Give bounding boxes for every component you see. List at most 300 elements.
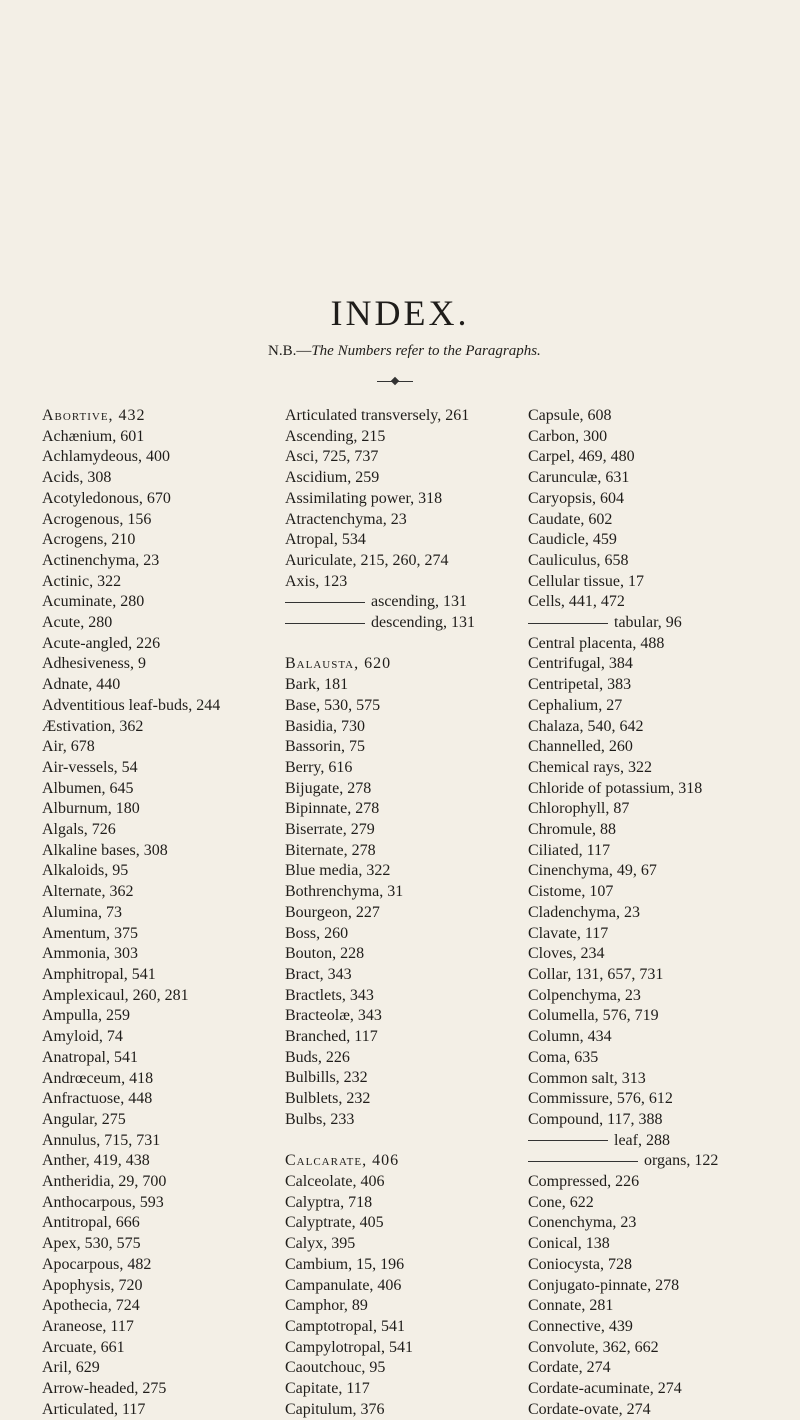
index-entry [285,986,510,1007]
index-entry [42,1234,262,1255]
index-entry [528,758,788,779]
index-entry-text: Apophysis, 720 [42,1276,143,1294]
index-entry [285,1193,510,1214]
index-entry [285,1234,510,1255]
index-entry-text: Branched, 117 [285,1028,378,1046]
index-entry [285,882,510,903]
index-entry-text: Biternate, 278 [285,841,376,859]
index-entry-text: Albumen, 645 [42,779,134,797]
index-entry-text: Carpel, 469, 480 [528,448,635,466]
index-entry [285,675,510,696]
index-entry-text: Calcarate, 406 [285,1152,400,1170]
index-entry-text: Axis, 123 [285,572,348,590]
page-title: INDEX. [330,293,470,333]
index-entry [285,737,510,758]
index-entry [42,1296,262,1317]
index-entry [285,468,510,489]
index-entry [42,882,262,903]
index-entry-text: Cloves, 234 [528,945,605,963]
index-entry-text: Central placenta, 488 [528,634,665,652]
index-entry [42,1276,262,1297]
index-entry [42,1006,262,1027]
index-entry-text: Coniocysta, 728 [528,1255,632,1273]
index-entry [285,510,510,531]
index-subentry [528,1151,788,1172]
index-entry [42,965,262,986]
index-entry-text: Commissure, 576, 612 [528,1090,673,1108]
index-entry [528,1276,788,1297]
index-entry [285,489,510,510]
index-entry [285,841,510,862]
index-entry-text: Bract, 343 [285,965,352,983]
index-entry-text: Anthocarpous, 593 [42,1193,164,1211]
index-entry [42,1069,262,1090]
index-entry-text: Buds, 226 [285,1048,350,1066]
index-entry [528,696,788,717]
index-entry [42,1317,262,1338]
index-entry-text: Amyloid, 74 [42,1028,123,1046]
index-entry-text: Bijugate, 278 [285,779,372,797]
index-entry-text: Centrifugal, 384 [528,655,633,673]
index-entry-text: Adventitious leaf-buds, 244 [42,696,221,714]
index-entry-text: Centripetal, 383 [528,676,632,694]
index-entry [285,924,510,945]
index-entry-text: Conical, 138 [528,1235,610,1253]
index-entry [42,758,262,779]
index-entry [285,572,510,593]
index-entry [42,737,262,758]
note-text: The Numbers refer to the Paragraphs. [311,343,541,359]
index-entry [528,1400,788,1420]
index-entry [528,944,788,965]
index-entry [285,530,510,551]
index-entry [528,882,788,903]
index-entry-text: Chromule, 88 [528,821,616,839]
index-entry-text: Asci, 725, 737 [285,448,379,466]
index-entry [42,1151,262,1172]
index-entry [285,861,510,882]
index-entry-text: Apex, 530, 575 [42,1235,141,1253]
index-entry-text: Alumina, 73 [42,903,122,921]
index-entry [285,1338,510,1359]
index-entry-text: ascending, 131 [371,593,467,611]
index-entry-text: Capitulum, 376 [285,1400,385,1418]
index-entry [528,1069,788,1090]
index-entry-text: Amplexicaul, 260, 281 [42,986,189,1004]
index-entry-text: Adnate, 440 [42,676,121,694]
index-entry-text: Calceolate, 406 [285,1172,385,1190]
index-entry-text: Anther, 419, 438 [42,1152,150,1170]
index-entry [42,799,262,820]
index-entry [42,530,262,551]
index-entry-text: Æstivation, 362 [42,717,144,735]
index-entry [285,717,510,738]
index-entry-text: Alburnum, 180 [42,800,140,818]
index-entry-text: Air, 678 [42,738,95,756]
index-entry [285,406,510,427]
index-entry [528,737,788,758]
index-entry-text: Cambium, 15, 196 [285,1255,405,1273]
index-entry-text: Ammonia, 303 [42,945,138,963]
index-entry [42,903,262,924]
index-entry-text: Cellular tissue, 17 [528,572,644,590]
index-entry-text: Adhesiveness, 9 [42,655,146,673]
index-entry [42,551,262,572]
index-entry [285,1172,510,1193]
index-entry-text: Campylotropal, 541 [285,1338,413,1356]
index-entry [528,406,788,427]
index-entry-text: Arcuate, 661 [42,1338,125,1356]
index-entry-text: Cordate-acuminate, 274 [528,1380,682,1398]
index-entry [528,675,788,696]
reference-note [268,343,541,360]
index-entry-text: Chlorophyll, 87 [528,800,630,818]
index-entry-text: Acuminate, 280 [42,593,145,611]
index-entry-text: Chalaza, 540, 642 [528,717,644,735]
index-entry-text: Apothecia, 724 [42,1297,140,1315]
index-entry-text: Chloride of potassium, 318 [528,779,703,797]
index-entry-text: Anatropal, 541 [42,1048,138,1066]
index-entry-text: Cordate, 274 [528,1359,611,1377]
index-entry-text: Carunculæ, 631 [528,469,630,487]
index-entry [528,468,788,489]
section-gap [285,1131,510,1152]
index-entry [528,1255,788,1276]
index-entry [528,1296,788,1317]
index-entry-text: Andrœceum, 418 [42,1069,154,1087]
index-entry [285,1255,510,1276]
index-entry [42,696,262,717]
index-entry-text: Compressed, 226 [528,1173,640,1191]
index-entry-text: Caryopsis, 604 [528,489,624,507]
index-entry [42,675,262,696]
index-entry-text: Cephalium, 27 [528,696,623,714]
index-entry [528,654,788,675]
index-entry [528,1379,788,1400]
index-entry [285,1089,510,1110]
index-column-1 [42,406,262,1420]
index-entry [528,489,788,510]
index-entry-text: Acute-angled, 226 [42,634,161,652]
index-entry-text: Camphor, 89 [285,1297,368,1315]
index-entry [42,427,262,448]
index-entry [285,1151,510,1172]
index-entry [528,510,788,531]
index-subentry [528,613,788,634]
ditto-dash [528,623,608,624]
index-entry-text: Channelled, 260 [528,738,633,756]
index-subentry [285,592,510,613]
index-entry [528,1006,788,1027]
index-entry [285,1296,510,1317]
index-entry [285,944,510,965]
index-entry-text: Cells, 441, 472 [528,593,625,611]
index-entry [528,841,788,862]
index-entry [285,1006,510,1027]
index-entry-text: Achlamydeous, 400 [42,448,170,466]
index-entry [42,592,262,613]
index-entry [528,1234,788,1255]
index-entry-text: Arrow-headed, 275 [42,1380,167,1398]
index-entry [528,634,788,655]
index-entry-text: Berry, 616 [285,758,353,776]
index-entry-text: Camptotropal, 541 [285,1317,405,1335]
index-entry [42,717,262,738]
index-entry-text: Alkaloids, 95 [42,862,129,880]
index-entry [528,986,788,1007]
index-entry [285,1068,510,1089]
index-entry [528,1048,788,1069]
index-entry [285,551,510,572]
index-entry-text: Amphitropal, 541 [42,965,156,983]
index-entry [528,861,788,882]
index-entry [42,1110,262,1131]
index-entry [528,1358,788,1379]
index-entry-text: Coma, 635 [528,1048,599,1066]
index-entry [42,1213,262,1234]
index-entry-text: Actinenchyma, 23 [42,551,160,569]
index-entry-text: Acotyledonous, 670 [42,489,171,507]
index-entry-text: Bulbills, 232 [285,1069,368,1087]
index-entry-text: Ascending, 215 [285,427,386,445]
index-entry-text: Capsule, 608 [528,407,612,424]
index-entry-text: Cauliculus, 658 [528,551,629,569]
index-entry [42,820,262,841]
index-entry-text: Anfractuose, 448 [42,1090,153,1108]
index-entry [528,717,788,738]
index-entry-text: Bassorin, 75 [285,738,365,756]
index-entry-text: Acrogens, 210 [42,531,136,549]
index-entry [285,1276,510,1297]
index-entry [528,530,788,551]
index-entry-text: Columella, 576, 719 [528,1007,659,1025]
index-entry-text: Amentum, 375 [42,924,138,942]
index-entry [285,696,510,717]
index-entry-text: descending, 131 [371,614,475,632]
index-entry-text: Annulus, 715, 731 [42,1131,161,1149]
index-entry [285,1027,510,1048]
index-entry [285,1317,510,1338]
index-entry-text: Bracteolæ, 343 [285,1007,382,1025]
index-entry-text: Caudate, 602 [528,510,613,528]
index-entry [528,924,788,945]
index-entry-text: Conenchyma, 23 [528,1214,637,1232]
index-entry-text: Acids, 308 [42,469,112,487]
index-entry [42,861,262,882]
index-entry-text: Carbon, 300 [528,427,608,445]
index-entry-text: Auriculate, 215, 260, 274 [285,551,449,569]
index-entry [285,820,510,841]
index-entry-text: Abortive, 432 [42,407,146,424]
index-entry-text: Antheridia, 29, 700 [42,1173,167,1191]
index-entry-text: Bouton, 228 [285,945,365,963]
index-column-3 [528,406,788,1420]
index-entry [42,613,262,634]
index-entry-text: Bulbs, 233 [285,1110,355,1128]
index-entry-text: Calyptra, 718 [285,1193,373,1211]
index-entry [42,468,262,489]
index-entry [528,1338,788,1359]
index-entry-text: Atractenchyma, 23 [285,510,407,528]
index-entry-text: leaf, 288 [614,1131,670,1149]
index-entry-text: Cordate-ovate, 274 [528,1400,651,1418]
index-entry-text: Base, 530, 575 [285,696,381,714]
note-prefix: N.B.— [268,343,312,359]
index-entry-text: Connective, 439 [528,1317,633,1335]
index-entry [42,1255,262,1276]
index-entry-text: Atropal, 534 [285,531,366,549]
index-entry-text: tabular, 96 [614,614,682,632]
index-entry-text: Biserrate, 279 [285,821,375,839]
index-entry [42,654,262,675]
index-entry-text: Aril, 629 [42,1359,100,1377]
ditto-dash [528,1161,638,1162]
index-entry [528,572,788,593]
index-entry [528,965,788,986]
index-entry-text: Bulblets, 232 [285,1090,371,1108]
index-entry-text: Boss, 260 [285,924,349,942]
index-entry-text: Basidia, 730 [285,717,365,735]
index-entry-text: Algals, 726 [42,821,116,839]
index-entry-text: Antitropal, 666 [42,1214,140,1232]
index-entry [528,779,788,800]
index-subentry [528,1131,788,1152]
index-entry [528,551,788,572]
index-entry [42,986,262,1007]
index-entry [42,1379,262,1400]
index-entry [528,1193,788,1214]
index-entry [285,1213,510,1234]
index-entry-text: Alternate, 362 [42,883,134,901]
index-entry [528,447,788,468]
index-entry-text: Calyptrate, 405 [285,1214,384,1232]
index-entry [285,1048,510,1069]
index-entry-text: Blue media, 322 [285,862,391,880]
index-entry [285,965,510,986]
index-entry-text: Apocarpous, 482 [42,1255,152,1273]
index-entry-text: Actinic, 322 [42,572,122,590]
index-entry [42,1400,262,1420]
index-entry-text: Conjugato-pinnate, 278 [528,1276,680,1294]
index-entry [285,758,510,779]
index-entry-text: Colpenchyma, 23 [528,986,641,1004]
index-entry [528,1110,788,1131]
index-entry-text: Achænium, 601 [42,427,145,445]
index-entry-text: Column, 434 [528,1028,612,1046]
index-entry-text: Caudicle, 459 [528,531,617,549]
index-entry-text: Compound, 117, 388 [528,1110,663,1128]
index-entry [42,841,262,862]
index-entry [42,1338,262,1359]
index-entry [42,1358,262,1379]
index-entry [528,820,788,841]
index-entry [285,427,510,448]
index-entry [42,1027,262,1048]
index-entry [42,572,262,593]
index-column-2 [285,406,510,1420]
index-entry [528,427,788,448]
index-entry [42,1048,262,1069]
index-entry-text: Common salt, 313 [528,1069,646,1087]
index-entry [285,1379,510,1400]
index-entry [285,903,510,924]
index-entry [42,447,262,468]
index-entry [42,406,262,427]
index-entry [285,654,510,675]
index-entry-text: Acrogenous, 156 [42,510,152,528]
index-entry [42,1172,262,1193]
index-entry [42,924,262,945]
index-entry [42,510,262,531]
index-entry [42,779,262,800]
index-entry [42,944,262,965]
index-entry-text: Clavate, 117 [528,924,609,942]
index-entry [285,799,510,820]
index-entry-text: Angular, 275 [42,1110,126,1128]
index-entry [528,1213,788,1234]
index-entry [528,903,788,924]
index-entry-text: Calyx, 395 [285,1235,356,1253]
index-entry-text: Articulated, 117 [42,1400,146,1418]
index-entry-text: Araneose, 117 [42,1317,134,1335]
index-entry-text: organs, 122 [644,1152,719,1170]
index-entry [285,1400,510,1420]
ditto-dash [528,1140,608,1141]
index-entry-text: Campanulate, 406 [285,1276,402,1294]
index-entry-text: Acute, 280 [42,614,113,632]
index-entry [42,1131,262,1152]
index-entry-text: Caoutchouc, 95 [285,1359,386,1377]
index-entry-text: Convolute, 362, 662 [528,1338,659,1356]
index-entry-text: Cladenchyma, 23 [528,903,640,921]
index-entry-text: Balausta, 620 [285,655,392,673]
index-entry-text: Air-vessels, 54 [42,758,138,776]
index-entry-text: Collar, 131, 657, 731 [528,965,664,983]
ditto-dash [285,623,365,624]
index-entry-text: Articulated transversely, 261 [285,407,470,424]
index-entry [285,447,510,468]
index-entry-text: Chemical rays, 322 [528,758,652,776]
index-entry [285,1358,510,1379]
ditto-dash [285,602,365,603]
index-entry [528,799,788,820]
index-entry [285,779,510,800]
index-entry [42,1089,262,1110]
index-entry [528,1089,788,1110]
index-entry [285,1110,510,1131]
index-entry-text: Cistome, 107 [528,883,614,901]
index-entry-text: Ampulla, 259 [42,1007,130,1025]
index-entry [528,592,788,613]
index-entry-text: Alkaline bases, 308 [42,841,168,859]
index-entry-text: Assimilating power, 318 [285,489,443,507]
index-entry-text: Bractlets, 343 [285,986,374,1004]
index-entry [528,1172,788,1193]
index-entry-text: Bourgeon, 227 [285,903,380,921]
index-entry-text: Ascidium, 259 [285,469,380,487]
index-entry [528,1027,788,1048]
index-entry [42,634,262,655]
section-gap [285,634,510,655]
index-entry-text: Bark, 181 [285,676,349,694]
index-entry-text: Ciliated, 117 [528,841,611,859]
index-entry [42,1193,262,1214]
index-entry [528,1317,788,1338]
index-entry [42,489,262,510]
index-entry-text: Connate, 281 [528,1297,614,1315]
index-entry-text: Bipinnate, 278 [285,800,380,818]
index-entry-text: Bothrenchyma, 31 [285,883,404,901]
